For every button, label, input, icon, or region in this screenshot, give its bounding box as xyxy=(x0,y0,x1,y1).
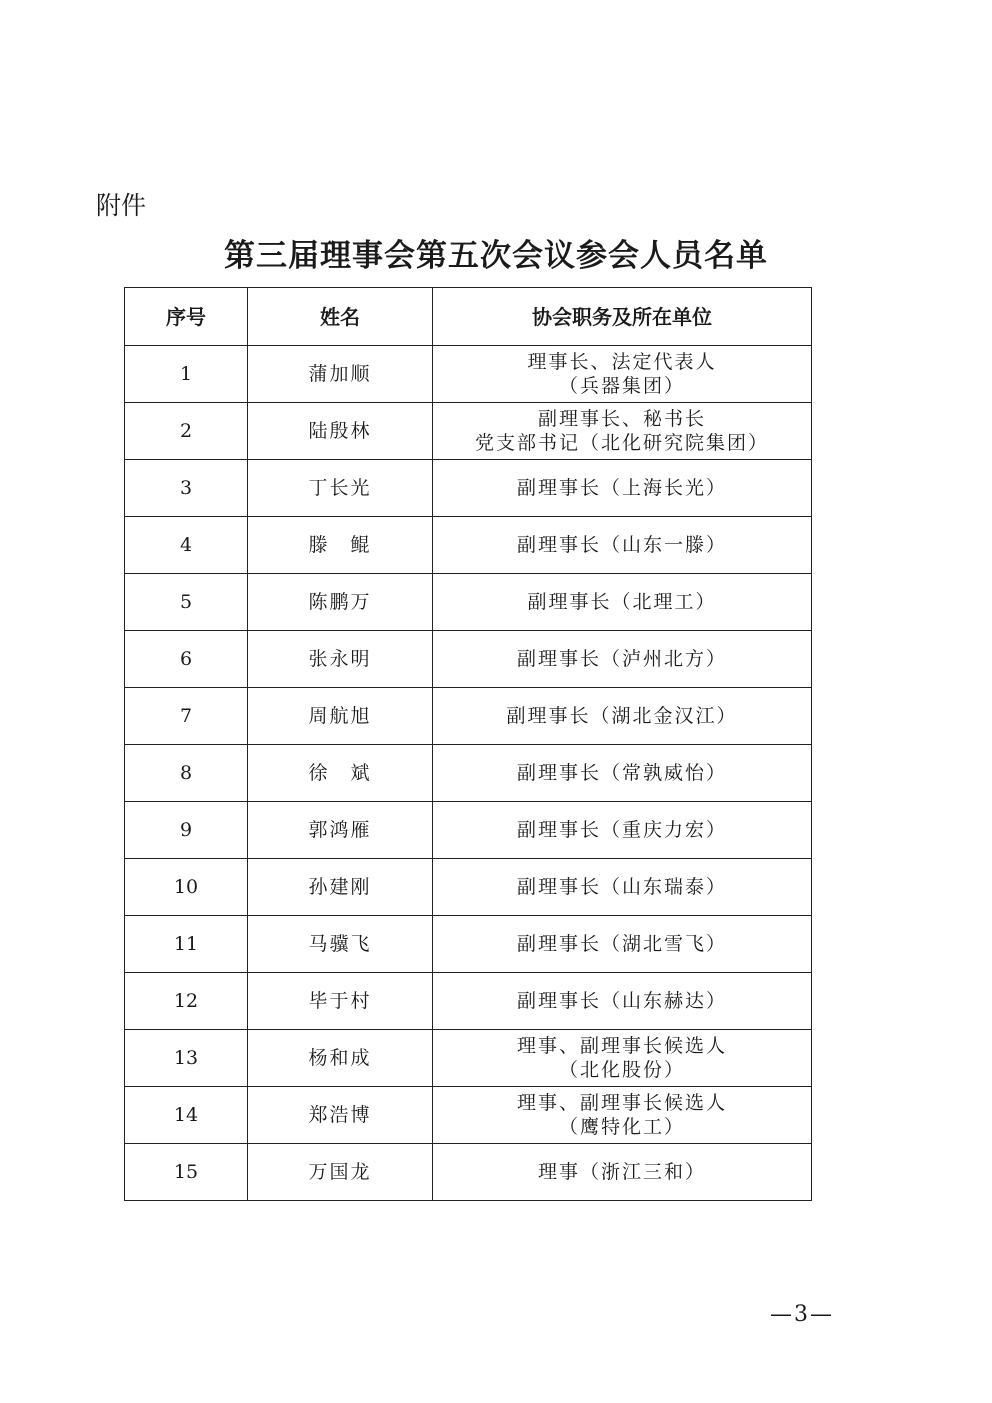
table-body xyxy=(125,346,812,1201)
role-line: 理事、副理事长候选人 xyxy=(516,1092,727,1114)
row-number: 9 xyxy=(125,802,248,859)
row-role-cell xyxy=(433,403,812,460)
row-role-cell xyxy=(433,631,812,688)
role-line: 理事长、法定代表人 xyxy=(527,351,717,373)
attendee-name: 周航旭 xyxy=(308,705,372,727)
row-role-cell xyxy=(433,802,812,859)
row-role-cell xyxy=(433,973,812,1030)
table-row xyxy=(125,859,812,916)
role-line: 理事、副理事长候选人 xyxy=(516,1035,727,1057)
row-name-cell xyxy=(248,346,433,403)
table-row xyxy=(125,802,812,859)
row-number: 13 xyxy=(125,1030,248,1087)
row-name-cell xyxy=(248,403,433,460)
attendee-name: 毕于村 xyxy=(308,990,372,1012)
role-line: 副理事长（湖北金汉江） xyxy=(506,705,738,727)
row-role-cell xyxy=(433,460,812,517)
row-number: 7 xyxy=(125,688,248,745)
role-line: 副理事长（山东瑞泰） xyxy=(516,876,727,898)
role-line: （北化股份） xyxy=(558,1059,685,1081)
table-row xyxy=(125,1144,812,1201)
row-name-cell xyxy=(248,1087,433,1144)
table-row xyxy=(125,403,812,460)
attendee-name: 丁长光 xyxy=(308,477,372,499)
attendee-name: 郭鸿雁 xyxy=(308,819,372,841)
table-row xyxy=(125,574,812,631)
table-row xyxy=(125,631,812,688)
header-name: 姓名 xyxy=(248,288,433,346)
attendee-name: 徐 斌 xyxy=(308,762,372,784)
row-name-cell xyxy=(248,460,433,517)
attendee-name: 郑浩博 xyxy=(308,1104,372,1126)
row-role-cell xyxy=(433,1087,812,1144)
attendee-name: 万国龙 xyxy=(308,1161,372,1183)
row-name-cell xyxy=(248,745,433,802)
row-role-cell xyxy=(433,916,812,973)
attendee-name: 滕 鲲 xyxy=(308,534,372,556)
header-no: 序号 xyxy=(125,288,248,346)
row-number: 2 xyxy=(125,403,248,460)
row-name-cell xyxy=(248,1030,433,1087)
table-row xyxy=(125,1030,812,1087)
row-number: 5 xyxy=(125,574,248,631)
row-number: 8 xyxy=(125,745,248,802)
role-line: 副理事长（泸州北方） xyxy=(516,648,727,670)
document-title: 第三届理事会第五次会议参会人员名单 xyxy=(224,238,768,274)
role-line: （兵器集团） xyxy=(558,375,685,397)
row-number: 4 xyxy=(125,517,248,574)
attendee-name: 蒲加顺 xyxy=(308,363,372,385)
role-line: 副理事长（山东赫达） xyxy=(516,990,727,1012)
row-name-cell xyxy=(248,517,433,574)
row-name-cell xyxy=(248,1144,433,1201)
role-line: 党支部书记（北化研究院集团） xyxy=(474,432,769,454)
row-number: 10 xyxy=(125,859,248,916)
row-name-cell xyxy=(248,574,433,631)
row-number: 14 xyxy=(125,1087,248,1144)
table-row xyxy=(125,688,812,745)
row-number: 12 xyxy=(125,973,248,1030)
table-row xyxy=(125,916,812,973)
row-role-cell xyxy=(433,1030,812,1087)
row-role-cell xyxy=(433,346,812,403)
attendee-table xyxy=(124,287,812,1201)
row-role-cell xyxy=(433,688,812,745)
attachment-label: 附件 xyxy=(96,191,147,220)
row-number: 15 xyxy=(125,1144,248,1201)
role-line: 理事（浙江三和） xyxy=(537,1161,706,1183)
row-name-cell xyxy=(248,859,433,916)
row-name-cell xyxy=(248,916,433,973)
page-number: —3— xyxy=(770,1302,834,1327)
row-number: 1 xyxy=(125,346,248,403)
table-row xyxy=(125,745,812,802)
role-line: （鹰特化工） xyxy=(558,1116,685,1138)
attendee-name: 陈鹏万 xyxy=(308,591,372,613)
row-name-cell xyxy=(248,802,433,859)
table-row xyxy=(125,460,812,517)
role-line: 副理事长（山东一滕） xyxy=(516,534,727,556)
role-line: 副理事长、秘书长 xyxy=(537,408,706,430)
row-role-cell xyxy=(433,859,812,916)
attendee-name: 张永明 xyxy=(308,648,372,670)
role-line: 副理事长（常孰威怡） xyxy=(516,762,727,784)
row-role-cell xyxy=(433,574,812,631)
row-name-cell xyxy=(248,973,433,1030)
table-row xyxy=(125,1087,812,1144)
header-role: 协会职务及所在单位 xyxy=(433,288,812,346)
role-line: 副理事长（重庆力宏） xyxy=(516,819,727,841)
table-row xyxy=(125,973,812,1030)
role-line: 副理事长（北理工） xyxy=(527,591,717,613)
row-role-cell xyxy=(433,745,812,802)
row-role-cell xyxy=(433,1144,812,1201)
row-number: 11 xyxy=(125,916,248,973)
attendee-name: 陆殷林 xyxy=(308,420,372,442)
row-name-cell xyxy=(248,688,433,745)
attendee-name: 马骥飞 xyxy=(308,933,372,955)
table-row xyxy=(125,517,812,574)
row-number: 3 xyxy=(125,460,248,517)
attendee-name: 杨和成 xyxy=(308,1047,372,1069)
table-header-row xyxy=(125,288,812,346)
row-name-cell xyxy=(248,631,433,688)
row-role-cell xyxy=(433,517,812,574)
attendee-name: 孙建刚 xyxy=(308,876,372,898)
row-number: 6 xyxy=(125,631,248,688)
role-line: 副理事长（湖北雪飞） xyxy=(516,933,727,955)
table-row xyxy=(125,346,812,403)
role-line: 副理事长（上海长光） xyxy=(516,477,727,499)
